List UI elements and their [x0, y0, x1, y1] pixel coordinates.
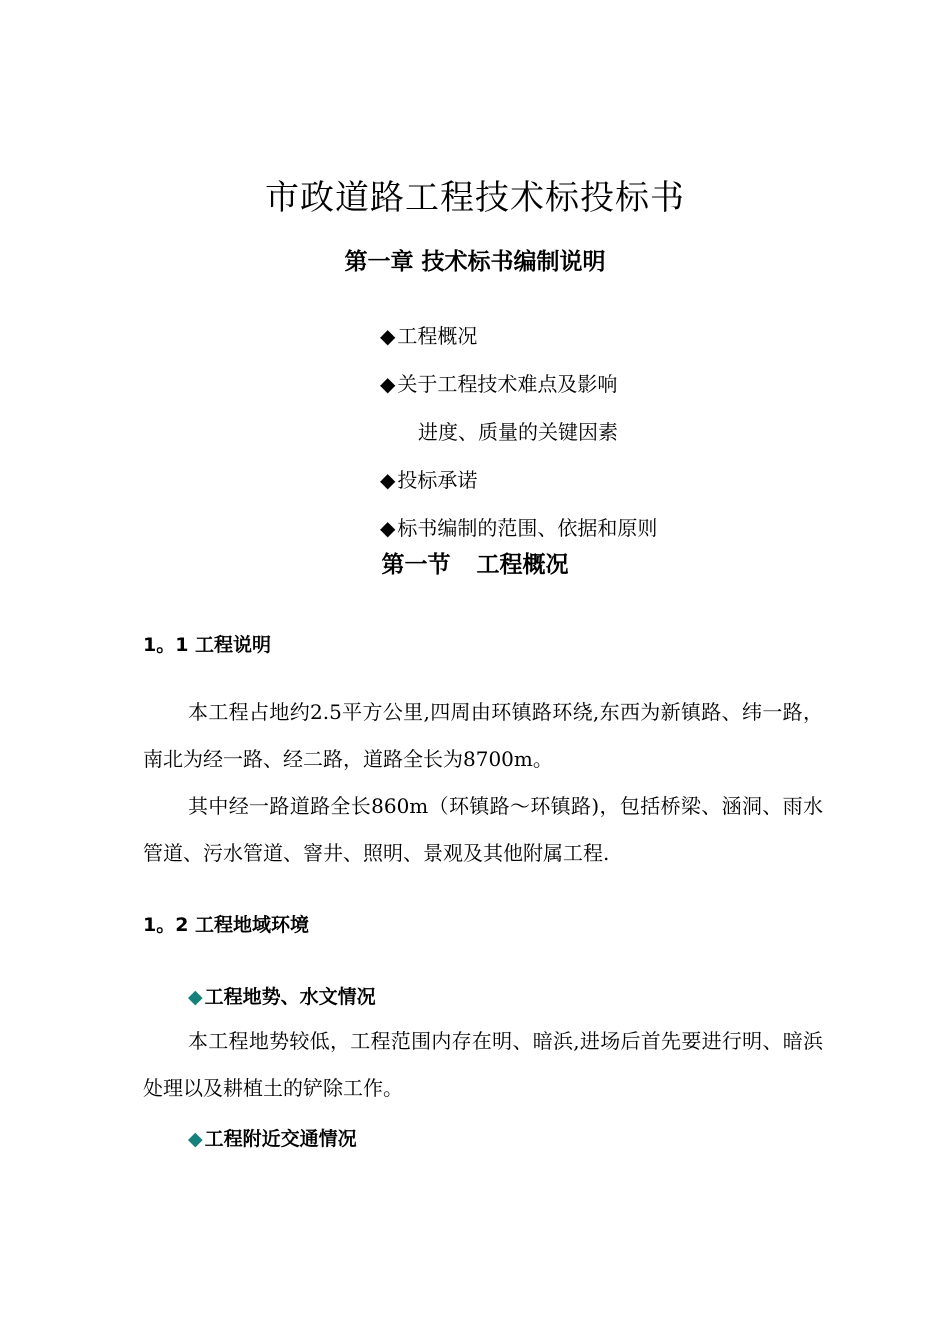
diamond-bullet-icon: ◆ [188, 1128, 203, 1150]
diamond-bullet-icon: ◆ [380, 516, 396, 540]
subsection-heading-regional-environment: 1。2 工程地域环境 [143, 914, 310, 936]
topic-heading-traffic [188, 1124, 357, 1151]
document-title: 市政道路工程技术标投标书 [265, 178, 685, 218]
toc-item-difficulties [380, 368, 617, 397]
diamond-bullet-icon: ◆ [188, 986, 203, 1008]
topic-heading-terrain-hydrology [188, 982, 376, 1009]
toc-item-label: 标书编制的范围、依据和原则 [397, 516, 658, 540]
diamond-bullet-icon: ◆ [380, 468, 396, 492]
paragraph-terrain: 本工程地势较低，工程范围内存在明、暗浜,进场后首先要进行明、暗浜处理以及耕植土的铲除工作。 [143, 1029, 823, 1100]
toc-item-label: 投标承诺 [397, 468, 478, 492]
toc-item-overview [380, 320, 477, 349]
toc-item-scope [380, 512, 657, 541]
toc-item-difficulties-continued: 进度、质量的关键因素 [418, 420, 618, 444]
diamond-bullet-icon: ◆ [380, 324, 396, 348]
diamond-bullet-icon: ◆ [380, 372, 396, 396]
topic-label: 工程地势、水文情况 [204, 986, 376, 1008]
chapter-title: 第一章 技术标书编制说明 [344, 249, 606, 275]
paragraph-road-length: 其中经一路道路全长860m（环镇路～环镇路)，包括桥梁、涵洞、雨水管道、污水管道、窨井、照明、景观及其他附属工程. [143, 794, 823, 865]
toc-item-label: 关于工程技术难点及影响 [397, 372, 618, 396]
toc-item-commitment [380, 464, 477, 493]
topic-label: 工程附近交通情况 [204, 1128, 357, 1150]
paragraph-project-area: 本工程占地约2.5平方公里,四周由环镇路环绕,东西为新镇路、纬一路，南北为经一路、经二路，道路全长为8700m。 [143, 700, 823, 771]
subsection-heading-project-description: 1。1 工程说明 [143, 634, 272, 656]
toc-item-label: 工程概况 [397, 324, 478, 348]
section-name: 工程概况 [476, 552, 569, 578]
section-title [0, 546, 950, 579]
section-number: 第一节 [381, 552, 451, 578]
